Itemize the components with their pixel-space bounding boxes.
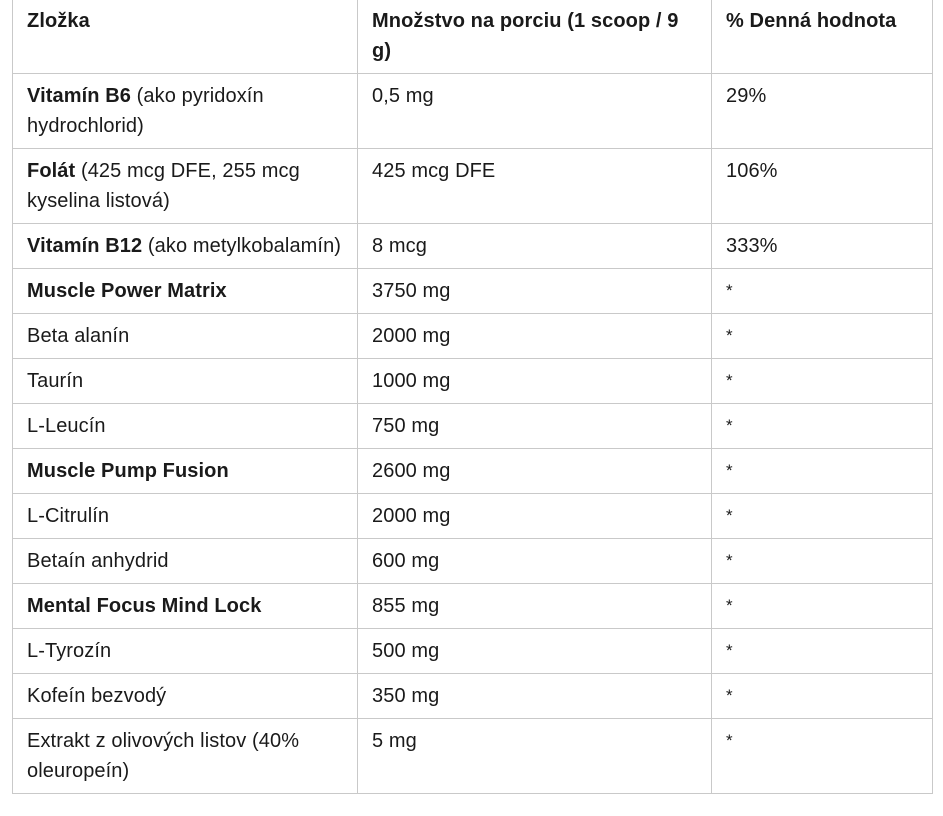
amount-cell: 500 mg [358, 629, 712, 674]
ingredient-cell [13, 584, 358, 629]
ingredient-name: Muscle Pump Fusion [27, 460, 229, 482]
table-body [13, 74, 933, 794]
daily-value-cell: * [712, 674, 933, 719]
ingredient-cell [13, 539, 358, 584]
table-header [13, 0, 933, 74]
table-row [13, 629, 933, 674]
ingredient-note: (ako metylkobalamín) [142, 235, 342, 257]
amount-cell: 600 mg [358, 539, 712, 584]
amount-cell: 0,5 mg [358, 74, 712, 149]
ingredient-name: Vitamín B6 [27, 85, 131, 107]
table-row [13, 719, 933, 794]
ingredient-note: L-Tyrozín [27, 640, 112, 662]
table-row [13, 149, 933, 224]
table-row [13, 269, 933, 314]
header-row [13, 0, 933, 74]
ingredient-name: Muscle Power Matrix [27, 280, 227, 302]
header-amount: Množstvo na porciu (1 scoop / 9 g) [358, 0, 712, 74]
amount-cell: 3750 mg [358, 269, 712, 314]
ingredient-cell [13, 719, 358, 794]
ingredient-note: Kofeín bezvodý [27, 685, 167, 707]
daily-value-cell: 333% [712, 224, 933, 269]
daily-value-cell: * [712, 629, 933, 674]
header-daily-value: % Denná hodnota [712, 0, 933, 74]
table-row [13, 224, 933, 269]
table-row [13, 539, 933, 584]
ingredient-note: Beta alanín [27, 325, 130, 347]
ingredient-cell [13, 74, 358, 149]
ingredient-cell [13, 494, 358, 539]
table-row [13, 494, 933, 539]
ingredient-cell [13, 404, 358, 449]
daily-value-cell: * [712, 404, 933, 449]
ingredient-name: Vitamín B12 [27, 235, 143, 257]
ingredient-cell [13, 224, 358, 269]
daily-value-cell: * [712, 584, 933, 629]
table-row [13, 74, 933, 149]
ingredient-cell [13, 629, 358, 674]
ingredient-name: Folát [27, 160, 76, 182]
ingredient-note: Betaín anhydrid [27, 550, 169, 572]
table-row [13, 359, 933, 404]
ingredient-note: (ako pyridoxín hydrochlorid) [27, 85, 264, 137]
ingredient-cell [13, 359, 358, 404]
table-row [13, 404, 933, 449]
ingredient-cell [13, 674, 358, 719]
ingredient-note: Taurín [27, 370, 84, 392]
header-ingredient: Zložka [13, 0, 358, 74]
daily-value-cell: * [712, 539, 933, 584]
amount-cell: 2000 mg [358, 494, 712, 539]
amount-cell: 1000 mg [358, 359, 712, 404]
nutrition-table [12, 0, 933, 794]
ingredient-note: L-Leucín [27, 415, 106, 437]
table-row [13, 449, 933, 494]
daily-value-cell: * [712, 449, 933, 494]
daily-value-cell: 106% [712, 149, 933, 224]
daily-value-cell: * [712, 269, 933, 314]
amount-cell: 8 mcg [358, 224, 712, 269]
daily-value-cell: * [712, 719, 933, 794]
ingredient-cell [13, 449, 358, 494]
amount-cell: 2000 mg [358, 314, 712, 359]
daily-value-cell: * [712, 494, 933, 539]
table-row [13, 314, 933, 359]
daily-value-cell: * [712, 359, 933, 404]
ingredient-cell [13, 269, 358, 314]
amount-cell: 5 mg [358, 719, 712, 794]
amount-cell: 425 mcg DFE [358, 149, 712, 224]
ingredient-note: L-Citrulín [27, 505, 110, 527]
amount-cell: 750 mg [358, 404, 712, 449]
amount-cell: 855 mg [358, 584, 712, 629]
daily-value-cell: 29% [712, 74, 933, 149]
ingredient-cell [13, 149, 358, 224]
daily-value-cell: * [712, 314, 933, 359]
amount-cell: 350 mg [358, 674, 712, 719]
ingredient-name: Mental Focus Mind Lock [27, 595, 262, 617]
amount-cell: 2600 mg [358, 449, 712, 494]
table-row [13, 674, 933, 719]
ingredient-cell [13, 314, 358, 359]
ingredient-note: (425 mcg DFE, 255 mcg kyselina listová) [27, 160, 300, 212]
ingredient-note: Extrakt z olivových listov (40% oleuropeín) [27, 730, 300, 782]
table-row [13, 584, 933, 629]
